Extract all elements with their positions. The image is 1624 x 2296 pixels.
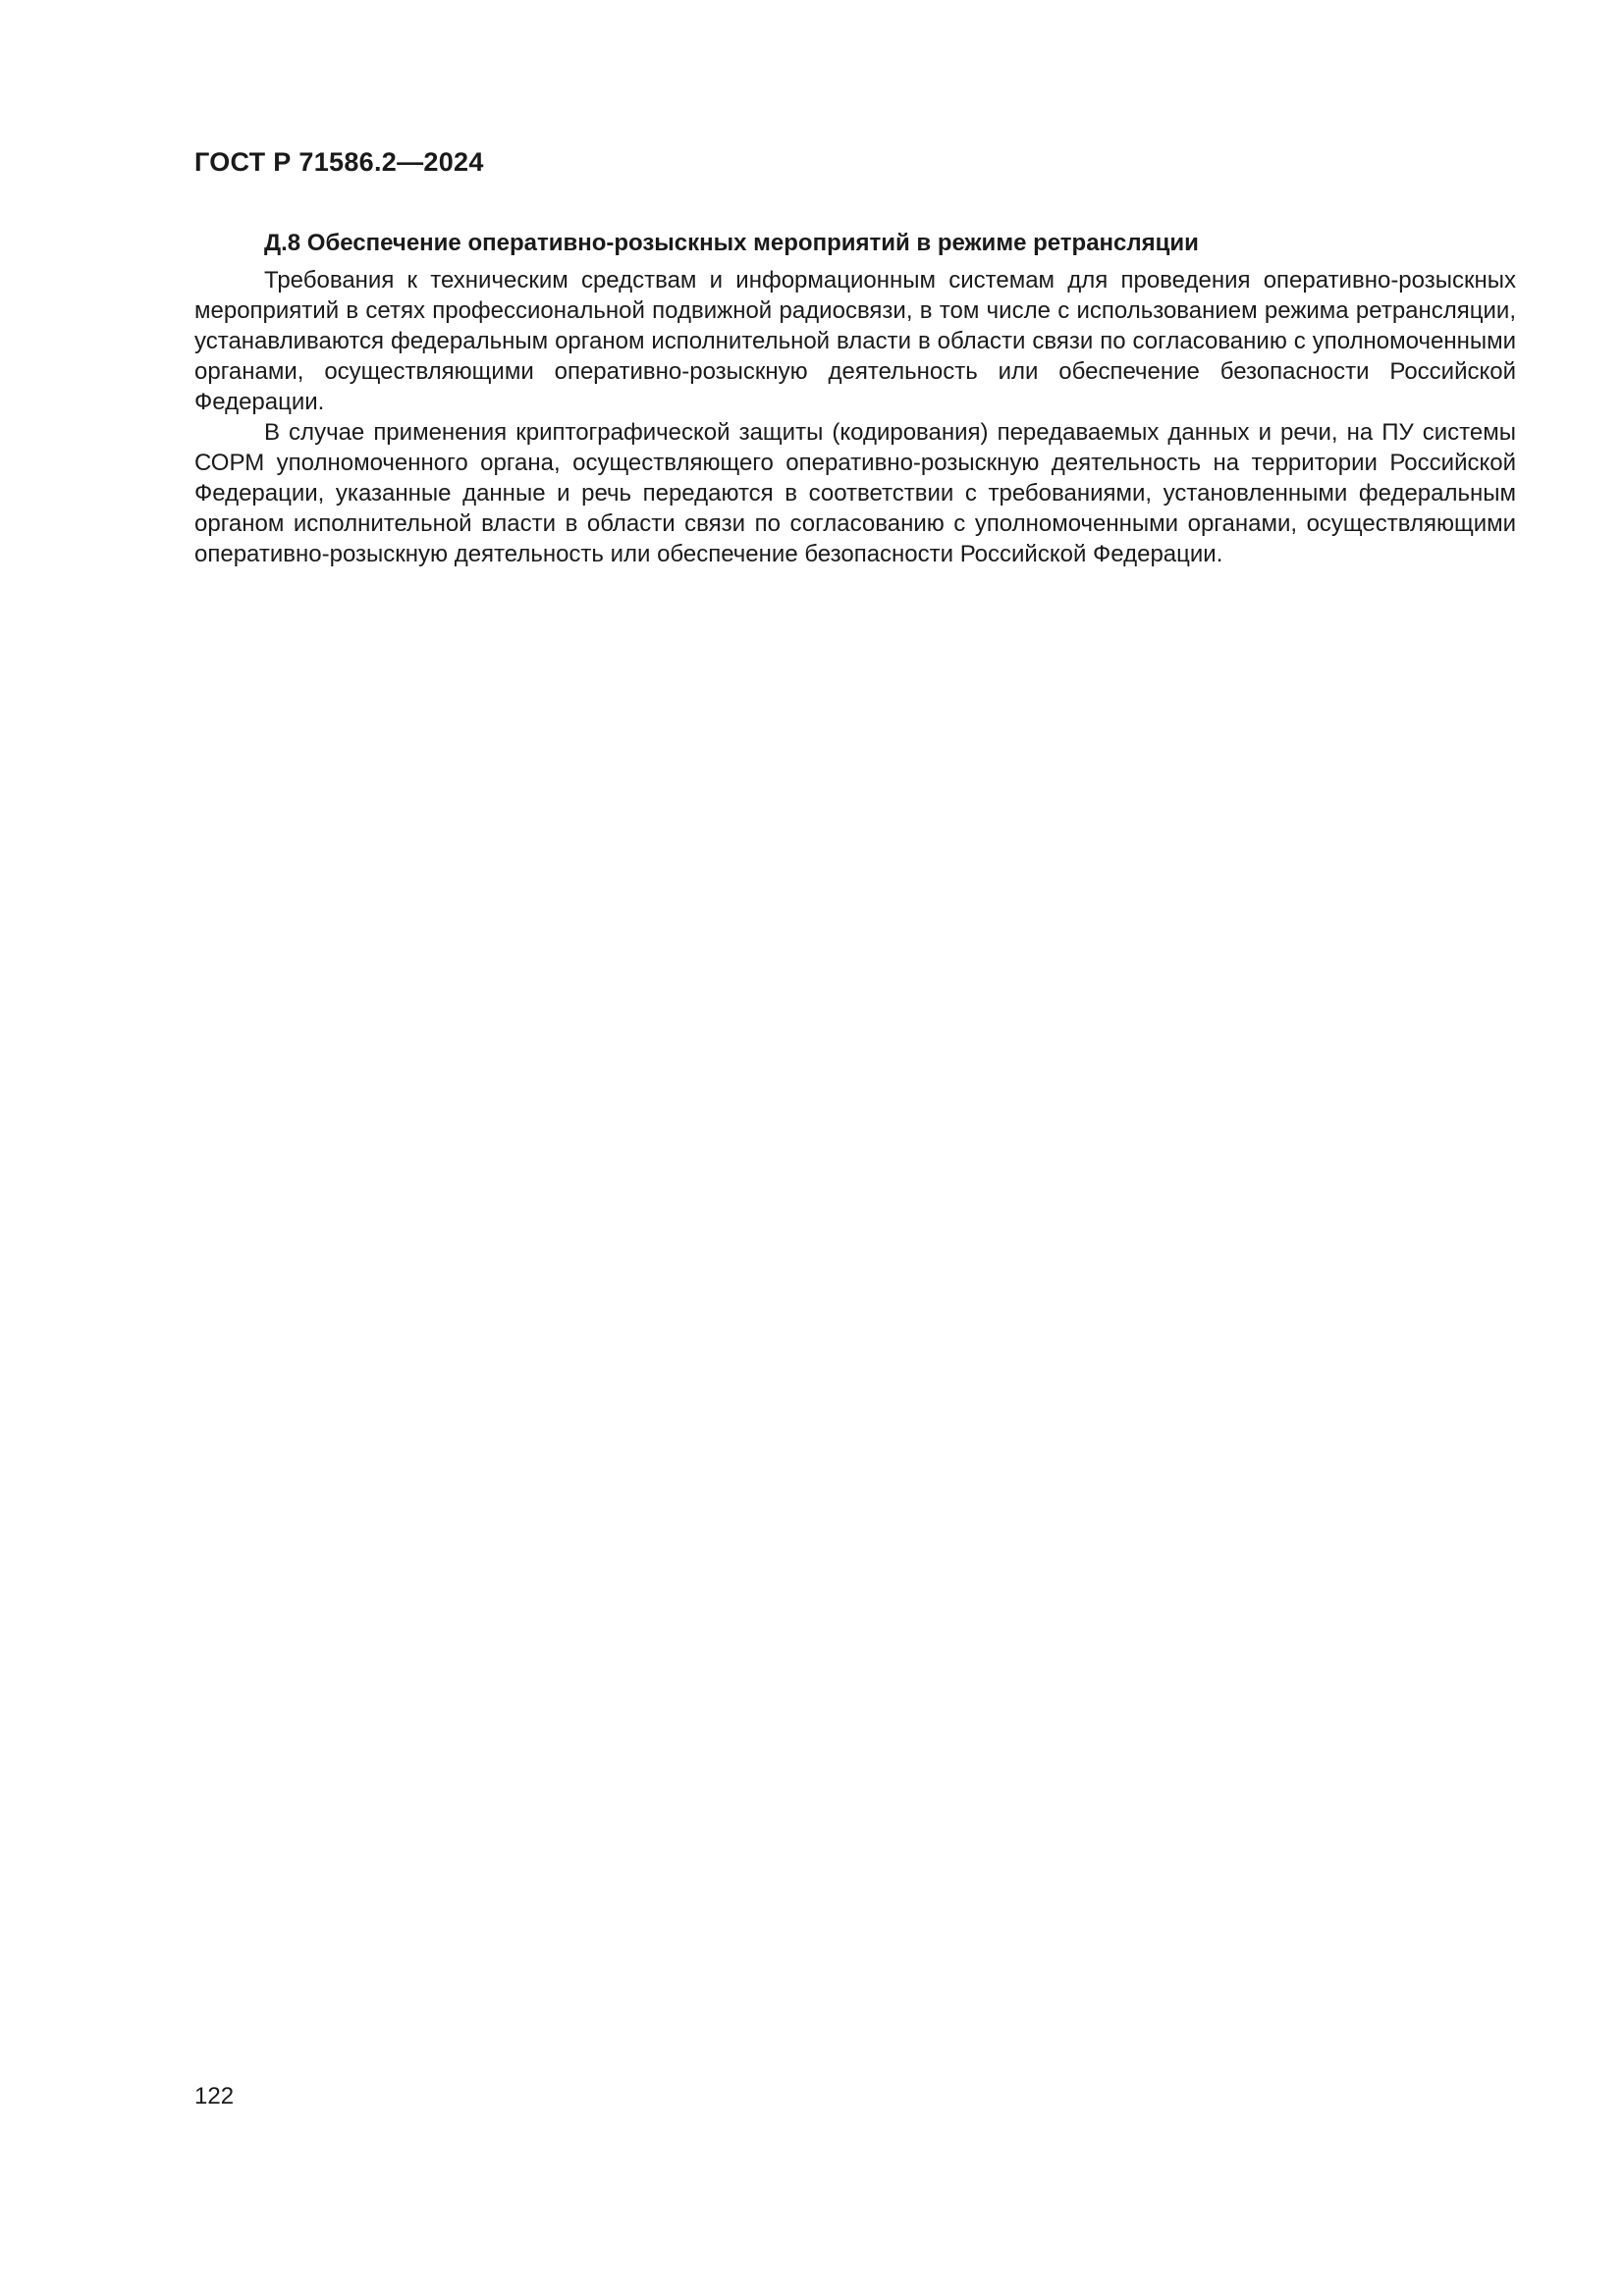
- paragraph-cryptographic-protection: В случае применения криптографической защиты (кодирования) передаваемых данных и речи, на ПУ системы СОРМ уполномоченного органа, осуществляющего оперативно-розыскную деятельность на территории Российской Федерации, указанные данные и речь передаются в соответствии с требованиями, установленными федеральным органом исполнительной власти в области связи по согласованию с уполномоченными органами, осуществляющими оперативно-розыскную деятельность или обеспечение безопасности Российской Федерации.: [194, 419, 1516, 567]
- paragraph-requirements: Требования к техническим средствам и информационным системам для проведения оперативно-розыскных мероприятий в сетях профессиональной подвижной радиосвязи, в том числе с использованием режима ретрансляции, устанавливаются федеральным органом исполнительной власти в области связи по согласованию с уполномоченными органами, осуществляющими оперативно-розыскную деятельность или обеспечение безопасности Российской Федерации.: [194, 267, 1516, 415]
- page-number: 122: [194, 2083, 235, 2109]
- standard-code-header: ГОСТ Р 71586.2—2024: [194, 147, 484, 177]
- section-content: [194, 228, 1516, 569]
- section-heading: Д.8 Обеспечение оперативно-розыскных мероприятий в режиме ретрансляции: [264, 230, 1199, 256]
